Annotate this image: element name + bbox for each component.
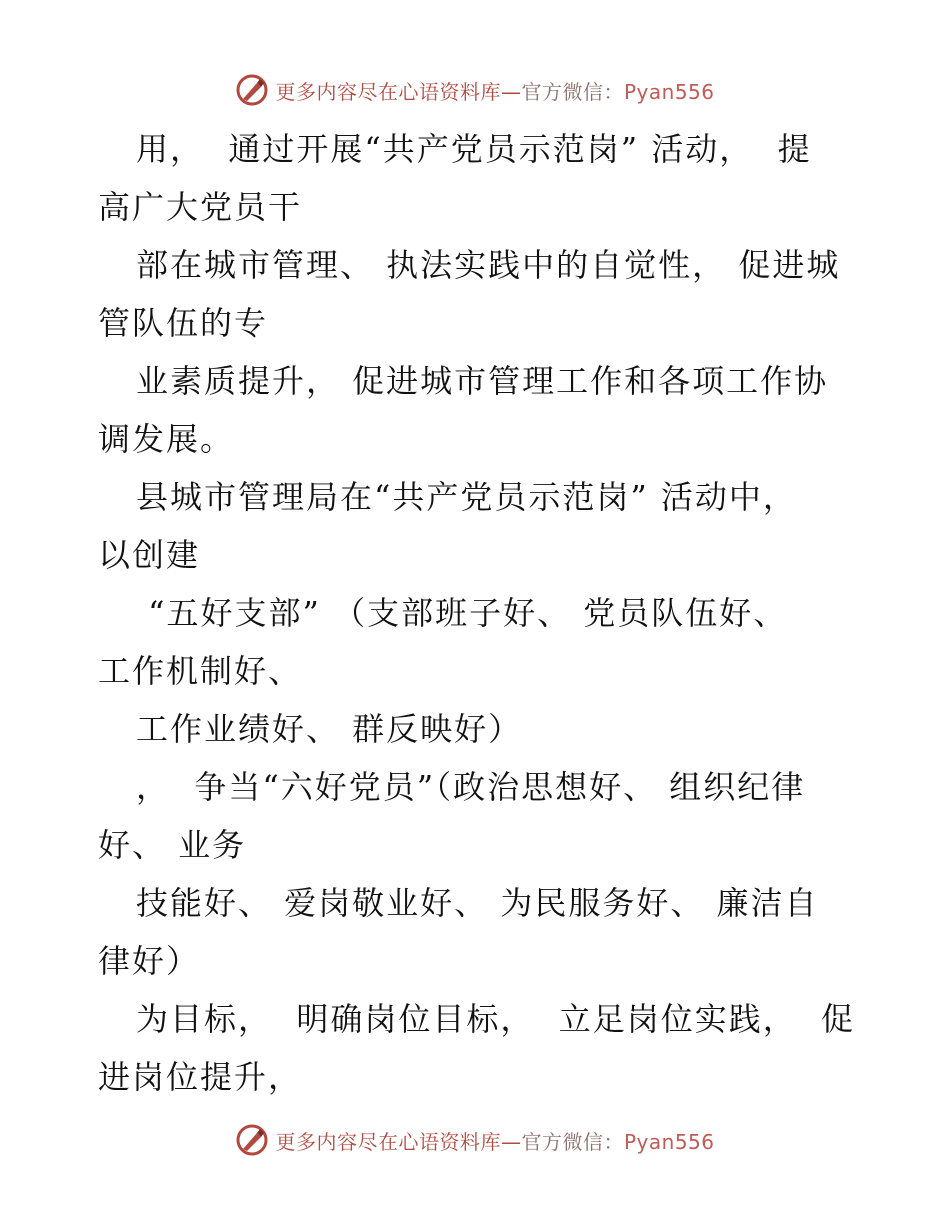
text-line: 为目标， 明确岗位目标， 立足岗位实践， 促 [136,1000,856,1038]
pen-logo-icon [235,1123,269,1157]
text-line: ， 争当“六好党员”（政治思想好、 组织纪律 [136,768,806,806]
watermark-text: 更多内容尽在心语资料库—官方微信：Pyan556 [275,79,715,104]
text-line: 管队伍的专 [98,304,269,342]
watermark-text: 更多内容尽在心语资料库—官方微信：Pyan556 [275,1129,715,1154]
text-line: 好、 业务 [98,826,247,864]
pen-logo-icon [235,73,269,107]
text-line: 县城市管理局在“共产党员示范岗” 活动中， [136,478,797,516]
text-line: 用， 通过开展“共产党员示范岗” 活动， 提 [136,130,812,168]
text-line: 律好） [98,942,201,980]
text-line: “五好支部” （支部班子好、 党员队伍好、 [136,594,788,632]
text-line: 业素质提升， 促进城市管理工作和各项工作协 [136,362,829,400]
header-watermark [0,70,950,110]
text-line: 工作业绩好、 群反映好） [136,710,523,748]
text-line: 调发展。 [98,420,235,458]
footer-watermark [0,1120,950,1160]
text-line: 进岗位提升， [98,1058,303,1096]
text-line: 技能好、 爱岗敬业好、 为民服务好、 廉洁自 [136,884,819,922]
text-line: 工作机制好、 [98,652,303,690]
document-body [98,120,858,1106]
text-line: 部在城市管理、 执法实践中的自觉性， 促进城 [136,246,841,284]
text-line: 以创建 [98,536,201,574]
text-line: 高广大党员干 [98,188,303,226]
